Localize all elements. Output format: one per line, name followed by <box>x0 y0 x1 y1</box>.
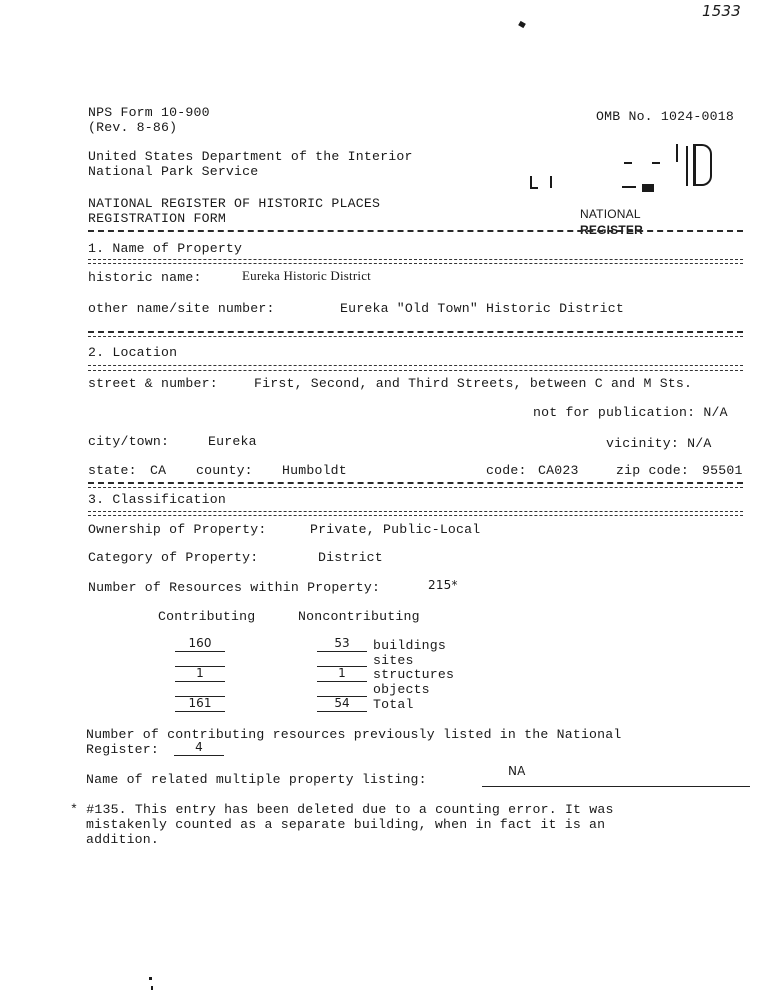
section-3-heading: 3. Classification <box>88 492 226 507</box>
multiple-listing-label: Name of related multiple property listing: <box>86 772 427 787</box>
county-label: county: <box>196 463 253 478</box>
other-name-value: Eureka "Old Town" Historic District <box>340 301 624 316</box>
national-register-stamp-line2: REGISTER <box>580 223 643 237</box>
historic-name-value: Eureka Historic District <box>242 268 371 283</box>
form-revision: (Rev. 8-86) <box>88 120 178 135</box>
multiple-listing-value: NA <box>508 764 526 778</box>
contributing-count: 161 <box>188 696 212 710</box>
ink-speck <box>149 977 152 980</box>
divider <box>88 365 743 366</box>
contributing-count: 160 <box>188 636 212 650</box>
city-town-value: Eureka <box>208 434 257 449</box>
national-register-stamp-line1: NATIONAL <box>580 207 641 221</box>
service-name: National Park Service <box>88 164 259 179</box>
footnote-line1: * #135. This entry has been deleted due to a counting error. It was <box>70 802 614 817</box>
county-value: Humboldt <box>282 463 347 478</box>
noncontributing-header: Noncontributing <box>298 609 420 624</box>
corner-note: 1533 <box>702 2 741 20</box>
other-name-label: other name/site number: <box>88 301 275 316</box>
state-value: CA <box>150 463 167 478</box>
divider <box>88 482 743 484</box>
code-value: CA023 <box>538 463 579 478</box>
omb-number: OMB No. 1024-0018 <box>596 109 734 124</box>
divider <box>88 230 743 232</box>
ink-speck <box>151 986 153 990</box>
resource-type: sites <box>373 653 414 668</box>
contributing-header: Contributing <box>158 609 256 624</box>
category-label: Category of Property: <box>88 550 259 565</box>
register-title: NATIONAL REGISTER OF HISTORIC PLACES <box>88 196 381 211</box>
category-value: District <box>318 550 383 565</box>
city-town-label: city/town: <box>88 434 170 449</box>
divider <box>88 515 743 516</box>
form-number: NPS Form 10-900 <box>88 105 210 120</box>
resource-type: buildings <box>373 638 447 653</box>
zip-code-value: 95501 <box>702 463 743 478</box>
resource-type: structures <box>373 667 455 682</box>
divider <box>88 370 743 371</box>
noncontributing-count: 53 <box>334 636 350 650</box>
divider <box>88 263 743 264</box>
footnote-line3: addition. <box>86 832 160 847</box>
previously-listed-label: Register: <box>86 742 160 757</box>
noncontributing-count: 1 <box>338 666 346 680</box>
divider <box>88 331 743 333</box>
contributing-count: 1 <box>196 666 204 680</box>
resource-type: objects <box>373 682 430 697</box>
section-2-heading: 2. Location <box>88 345 178 360</box>
ownership-value: Private, Public-Local <box>310 522 481 537</box>
footnote-line2: mistakenly counted as a separate building, when in fact it is an <box>86 817 606 832</box>
zip-code-label: zip code: <box>616 463 690 478</box>
not-for-publication: not for publication: N/A <box>533 405 728 420</box>
section-1-heading: 1. Name of Property <box>88 241 243 256</box>
historic-name-label: historic name: <box>88 270 202 285</box>
ownership-label: Ownership of Property: <box>88 522 267 537</box>
street-number-value: First, Second, and Third Streets, between C and M Sts. <box>254 376 693 391</box>
divider <box>88 511 743 512</box>
noncontributing-count: 54 <box>334 696 350 710</box>
form-title: REGISTRATION FORM <box>88 211 226 226</box>
divider <box>88 487 743 488</box>
state-label: state: <box>88 463 137 478</box>
resources-label: Number of Resources within Property: <box>88 580 381 595</box>
code-label: code: <box>486 463 527 478</box>
street-number-label: street & number: <box>88 376 218 391</box>
vicinity: vicinity: N/A <box>606 436 712 451</box>
resources-total: 215* <box>428 578 458 592</box>
divider <box>88 259 743 260</box>
ink-mark <box>518 21 526 28</box>
resource-type: Total <box>373 697 414 712</box>
previously-listed-value: 4 <box>195 740 203 754</box>
divider <box>88 336 743 337</box>
department-name: United States Department of the Interior <box>88 149 413 164</box>
previously-listed-line1: Number of contributing resources previously listed in the National <box>86 727 622 742</box>
